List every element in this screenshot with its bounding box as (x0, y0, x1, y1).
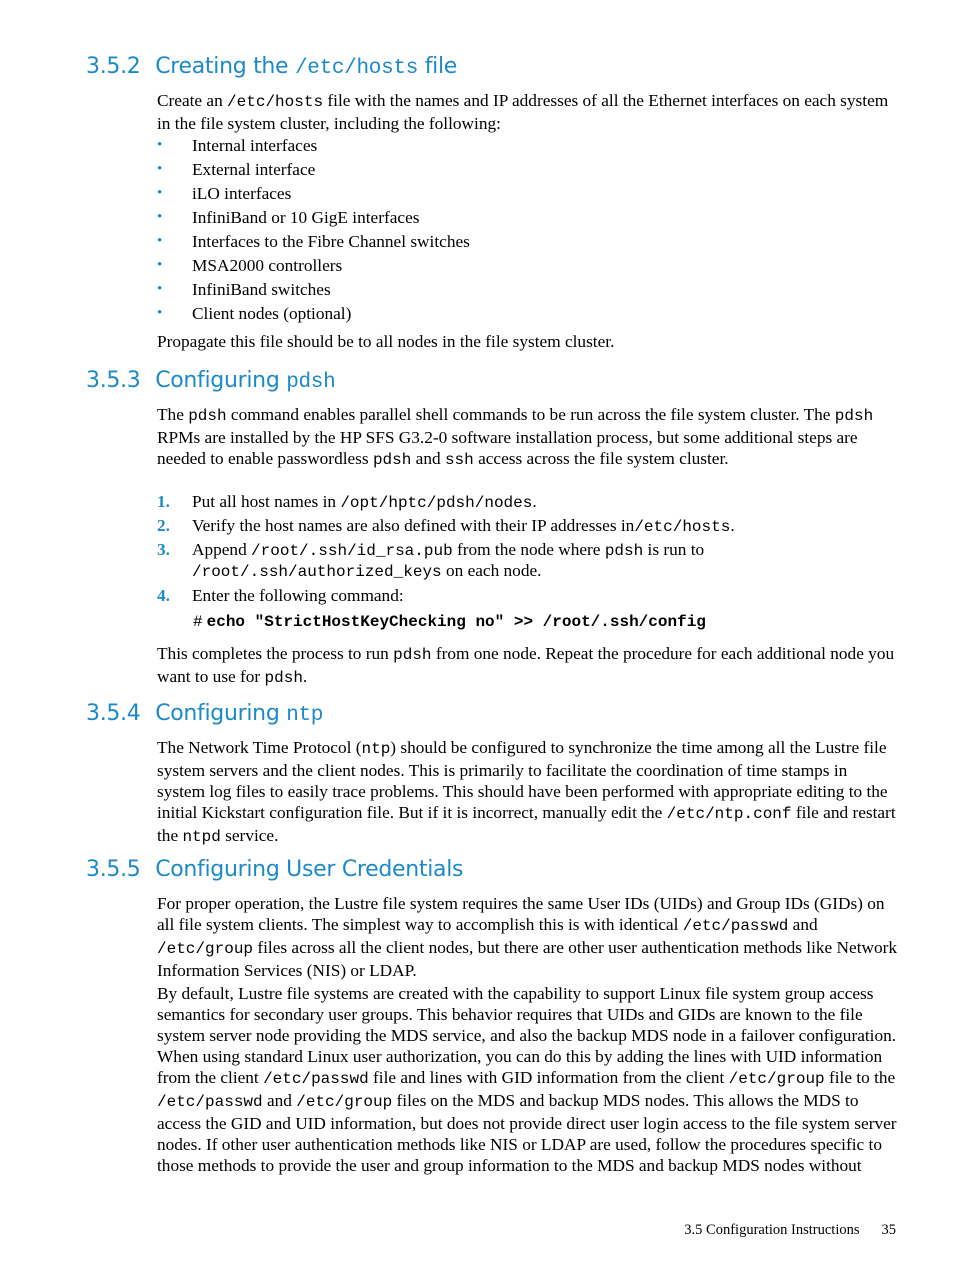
bullet-icon: • (157, 209, 163, 225)
bullet-icon: • (157, 281, 163, 297)
footer-section-title: 3.5 Configuration Instructions (684, 1222, 860, 1238)
credentials-p1: For proper operation, the Lustre file system requires the same User IDs (UIDs) and Group IDs (GIDs) on all file system clients. The simplest way to accomplish this is with identical /etc/passwd and /etc/group files across all the client nodes, but there are other user authentication methods like Network Information Services (NIS) or LDAP. (157, 894, 898, 980)
bullet-icon: • (157, 137, 163, 153)
bullet-icon: • (157, 185, 163, 201)
pdsh-intro: The pdsh command enables parallel shell commands to be run across the file system cluster. The pdsh RPMs are installed by the HP SFS G3.2-0 software installation process, but some additional steps are needed to enable passwordless pdsh and ssh access across the file system cluster. (157, 405, 874, 469)
bullet-icon: • (157, 305, 163, 321)
document-page: 3.5.2 Creating the /etc/hosts file Create an /etc/hosts file with the names and IP addresses of all the Ethernet interfaces on each system in the file system cluster, including the following: • Internal interfaces • External interface • iLO interfaces • InfiniBand or 10 GigE interfaces • Interfaces to the Fibre Channel switches • MSA2000 controllers • InfiniBand switches • Client nodes (optional) Propagate this file should be to all nodes in the file system cluster. 3.5.3 Configuring pdsh The pdsh command enables parallel shell commands to be run across the file system cluster. The pdsh RPMs are installed by the HP SFS G3.2-0 software installation process, but some additional steps are needed to enable passwordless pdsh and ssh access across the file system cluster. 1. Put all host names in /opt/hptc/pdsh/nodes. 2. Verify the host names are also defined with their IP addresses in/etc/hosts. 3. Append /root/.ssh/id_rsa.pub from the node where pdsh is run to /root/.ssh/authorized_keys on each node. 4. Enter the following command: # echo "StrictHostKeyChecking no" >> /root/.ssh/config This completes the process to run pdsh from one node. Repeat the procedure for each additional node you want to use for pdsh. 3.5.4 Configuring ntp The Network Time Protocol (ntp) should be configured to synchronize the time among all the Lustre file system servers and the client nodes. This is primarily to facilitate the coordination of time stamps in system log files to easily trace problems. This should have been performed with appropriate editing to the initial Kickstart configuration file. But if it is incorrect, manually edit the /etc/ntp.conf file and restart the ntpd service. 3.5.5 Configuring User Credentials For proper operation, the Lustre file system requires the same User IDs (UIDs) and Group IDs (GIDs) on all file system clients. The simplest way to accomplish this is with identical /etc/passwd and /etc/group files across all the client nodes, but there are other user authentication methods like Network Information Services (NIS) or LDAP. By default, Lustre file systems are created with the capability to support Linux file system group access semantics for secondary user groups. This behavior requires that UIDs and GIDs are known to the file system server node providing the MDS service, and also the backup MDS node in a failover configuration. When using standard Linux user authorization, you can do this by adding the lines with UID information from the client /etc/passwd file and lines with GID information from the client /etc/group file to the /etc/passwd and /etc/group files on the MDS and backup MDS nodes. This allows the MDS to access the GID and UID information, but does not provide direct user login access to the file system server nodes. If other user authentication methods like NIS or LDAP are used, follow the procedures specific to those methods to provide the user and group information to the MDS and backup MDS nodes without 3.5 Configuration Instructions 35 (86, 54, 898, 1238)
heading-3-5-3: 3.5.3 Configuring pdsh (86, 368, 336, 394)
hosts-outro: Propagate this file should be to all nodes in the file system cluster. (157, 332, 615, 351)
bullet-icon: • (157, 233, 163, 249)
heading-3-5-4: 3.5.4 Configuring ntp (86, 701, 324, 727)
ntp-body: The Network Time Protocol (ntp) should be configured to synchronize the time among all the Lustre file system servers and the client nodes. This is primarily to facilitate the coordination of time stamps in system log files to easily trace problems. This should have been performed with appropriate editing to the initial Kickstart configuration file. But if it is incorrect, manually edit the /etc/ntp.conf file and restart the ntpd service. (157, 738, 896, 846)
bullet-icon: • (157, 161, 163, 177)
command-line (193, 613, 706, 631)
heading-3-5-2: 3.5.2 Creating the /etc/hosts file (86, 54, 458, 80)
credentials-p2: By default, Lustre file systems are created with the capability to support Linux file system group access semantics for secondary user groups. This behavior requires that UIDs and GIDs are known to the file system server node providing the MDS service, and also the backup MDS node in a failover configuration. When using standard Linux user authorization, you can do this by adding the lines with UID information from the client /etc/passwd file and lines with GID information from the client /etc/group file to the /etc/passwd and /etc/group files on the MDS and backup MDS nodes. This allows the MDS to access the GID and UID information, but does not provide direct user login access to the file system server nodes. If other user authentication methods like NIS or LDAP are used, follow the procedures specific to those methods to provide the user and group information to the MDS and backup MDS nodes without (157, 984, 897, 1175)
hosts-intro: Create an /etc/hosts file with the names and IP addresses of all the Ethernet interfaces on each system in the file system cluster, including the following: (157, 91, 889, 133)
heading-3-5-5: 3.5.5 Configuring User Credentials (86, 857, 464, 882)
bullet-icon: • (157, 257, 163, 273)
command-prompt: # (193, 613, 203, 631)
command-text: echo "StrictHostKeyChecking no" >> /root/.ssh/config (206, 613, 706, 631)
pdsh-outro: This completes the process to run pdsh from one node. Repeat the procedure for each additional node you want to use for pdsh. (157, 644, 895, 687)
page-number: 35 (881, 1222, 896, 1238)
page-footer (684, 1222, 896, 1239)
